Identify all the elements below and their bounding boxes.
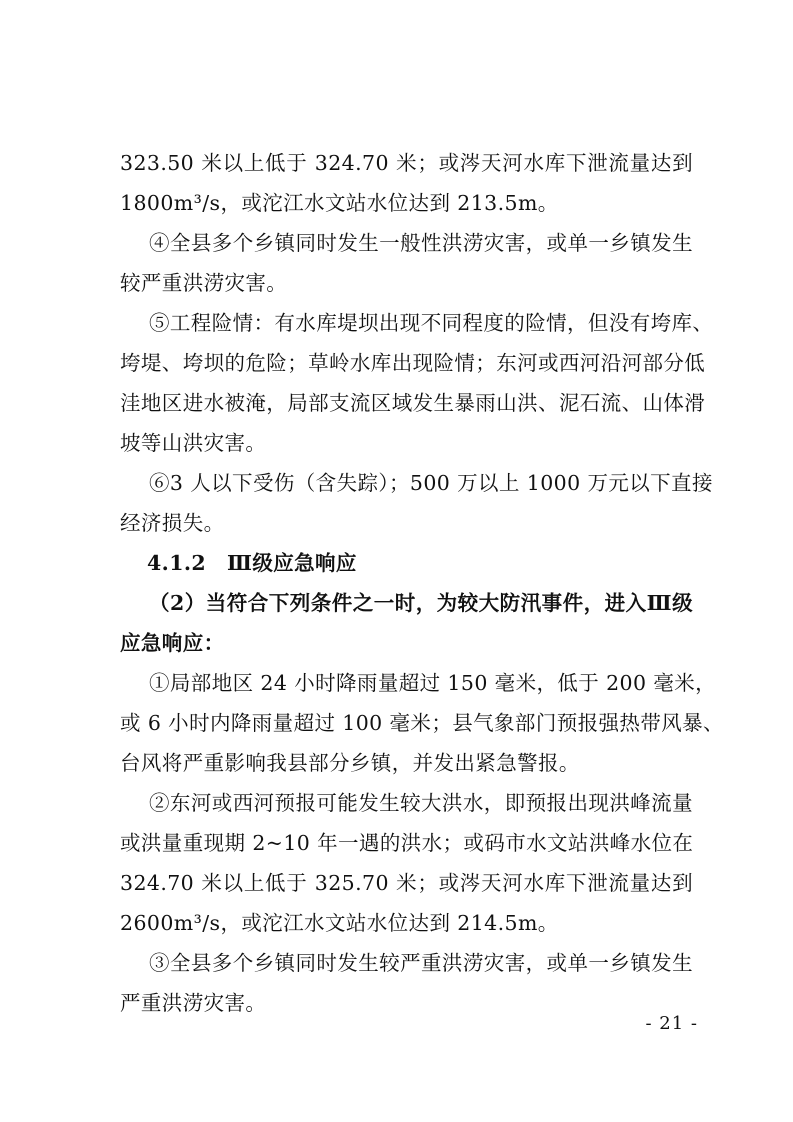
text-line: 或 6 小时内降雨量超过 100 毫米；县气象部门预报强热带风暴、	[120, 711, 724, 735]
text-line: 1800m³/s，或沱江水文站水位达到 213.5m。	[120, 191, 559, 215]
text-line: （2）当符合下列条件之一时，为较大防汛事件，进入Ⅲ级	[149, 591, 693, 615]
text-line: ⑤工程险情：有水库堤坝出现不同程度的险情，但没有垮库、	[149, 311, 714, 335]
text-line: 经济损失。	[120, 511, 225, 535]
text-line: ②东河或西河预报可能发生较大洪水，即预报出现洪峰流量	[149, 791, 693, 815]
text-line: ④全县多个乡镇同时发生一般性洪涝灾害，或单一乡镇发生	[149, 231, 693, 255]
text-line: 或洪量重现期 2~10 年一遇的洪水；或码市水文站洪峰水位在	[120, 831, 694, 855]
text-line: 洼地区进水被淹，局部支流区域发生暴雨山洪、泥石流、山体滑	[120, 391, 706, 415]
text-line: 严重洪涝灾害。	[120, 991, 267, 1015]
text-line: 垮堤、垮坝的危险；草岭水库出现险情；东河或西河沿河部分低	[120, 351, 706, 375]
text-line: 应急响应：	[120, 631, 225, 655]
text-line: ③全县多个乡镇同时发生较严重洪涝灾害，或单一乡镇发生	[149, 951, 693, 975]
text-line: 坡等山洪灾害。	[120, 431, 267, 455]
section-heading: 4.1.2 Ⅲ级应急响应	[147, 551, 357, 575]
text-line: 2600m³/s，或沱江水文站水位达到 214.5m。	[120, 911, 559, 935]
text-line: 323.50 米以上低于 324.70 米；或涔天河水库下泄流量达到	[120, 151, 693, 175]
text-line: ⑥3 人以下受伤（含失踪）；500 万以上 1000 万元以下直接	[149, 471, 713, 495]
text-line: 较严重洪涝灾害。	[120, 271, 288, 295]
page-number: - 21 -	[645, 1013, 698, 1034]
text-line: ①局部地区 24 小时降雨量超过 150 毫米，低于 200 毫米，	[149, 671, 717, 695]
text-line: 324.70 米以上低于 325.70 米；或涔天河水库下泄流量达到	[120, 871, 693, 895]
text-line: 台风将严重影响我县部分乡镇，并发出紧急警报。	[120, 751, 580, 775]
